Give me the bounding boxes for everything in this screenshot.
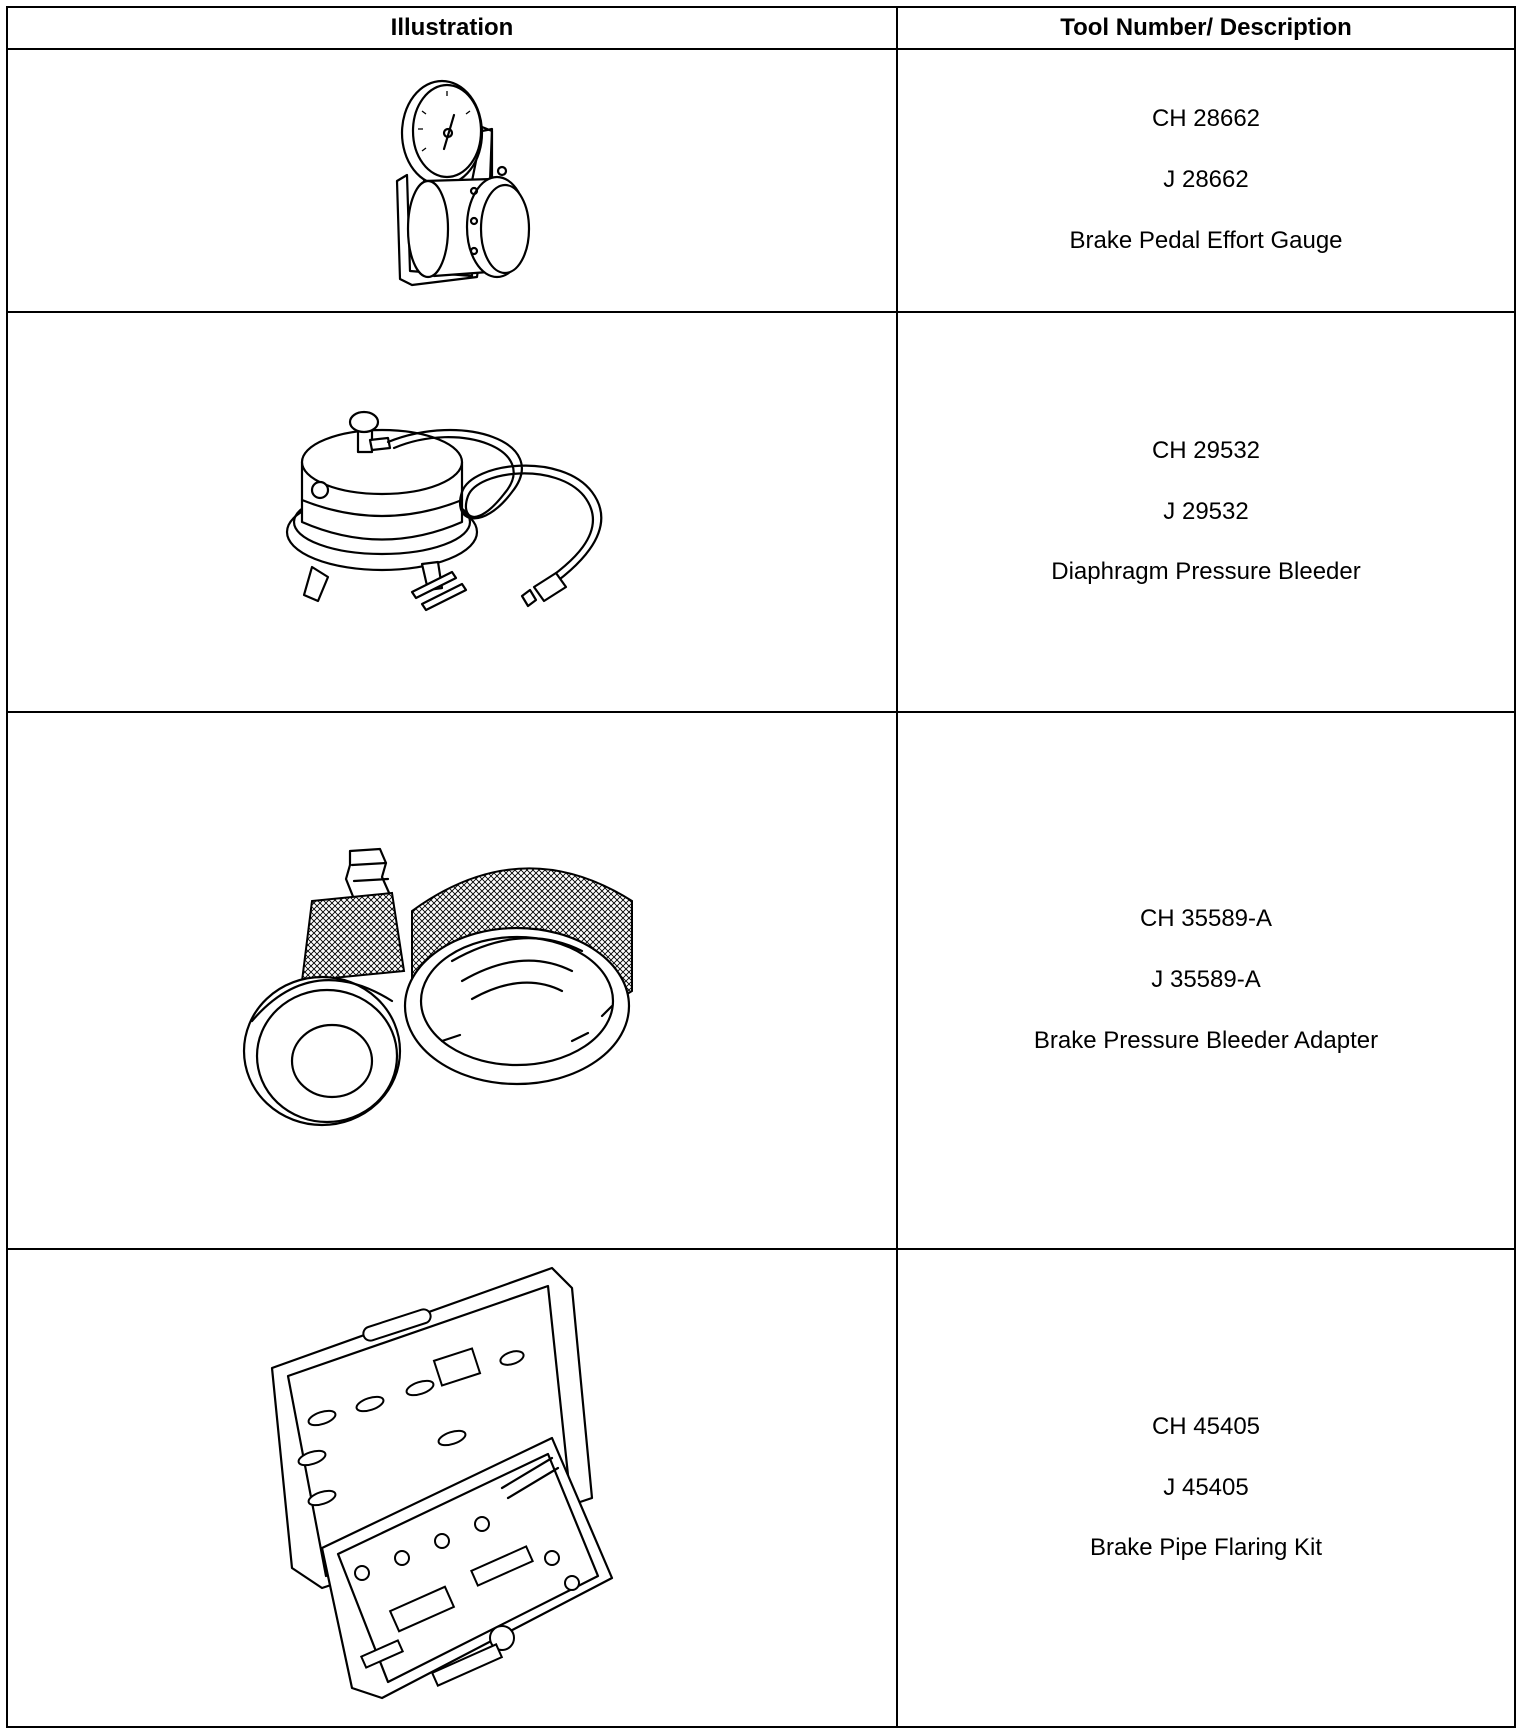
bleeder-adapter-icon [242,831,662,1131]
description-cell [897,312,1515,712]
illustration-cell [7,712,897,1249]
description-cell [897,712,1515,1249]
description-cell [897,49,1515,312]
tool-name: Brake Pedal Effort Gauge [1069,226,1343,254]
illustration-cell [7,49,897,312]
table-row [7,1249,1515,1727]
ch-number: CH 35589-A [1139,905,1273,933]
ch-number: CH 28662 [1151,105,1261,133]
illustration-header: Illustration [7,7,897,49]
pressure-bleeder-icon [272,382,632,642]
flaring-kit-icon [252,1258,652,1718]
j-number: J 35589-A [1151,966,1261,994]
illustration-cell [7,1249,897,1727]
special-tools-table [6,6,1516,1728]
tool-name: Brake Pressure Bleeder Adapter [1033,1026,1379,1054]
j-number: J 28662 [1163,166,1249,194]
j-number: J 45405 [1163,1473,1249,1501]
ch-number: CH 45405 [1151,1412,1261,1440]
illustration-cell [7,312,897,712]
description-cell [897,1249,1515,1727]
table-row [7,49,1515,312]
ch-number: CH 29532 [1151,436,1261,464]
header-row [7,7,1515,49]
table-row [7,312,1515,712]
j-number: J 29532 [1163,497,1249,525]
description-header: Tool Number/ Description [897,7,1515,49]
tool-name: Diaphragm Pressure Bleeder [1051,558,1361,586]
table-row [7,712,1515,1249]
tool-name: Brake Pipe Flaring Kit [1089,1534,1323,1562]
pedal-effort-gauge-icon [352,71,552,291]
